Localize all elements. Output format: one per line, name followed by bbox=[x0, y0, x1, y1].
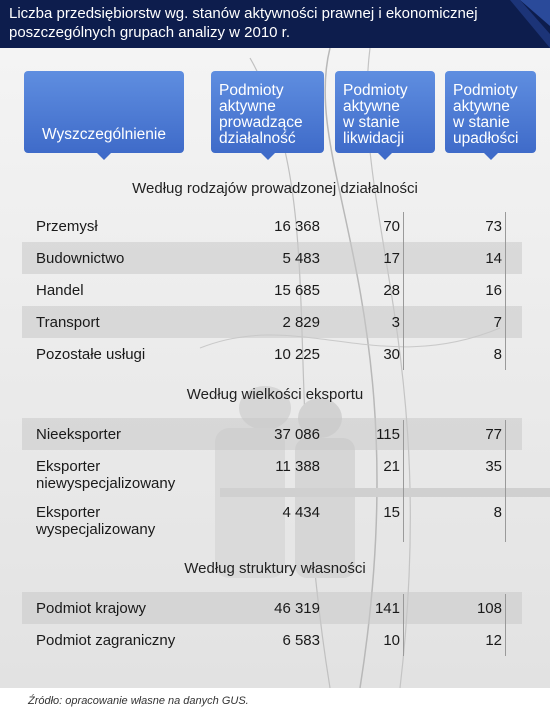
table-row bbox=[22, 450, 522, 496]
header-col-liquidation bbox=[335, 71, 435, 153]
column-divider bbox=[505, 420, 506, 542]
value-liquidation: 30 bbox=[383, 346, 400, 363]
corner-logo-icon bbox=[510, 0, 550, 48]
value-active: 10 225 bbox=[274, 346, 320, 363]
table-row bbox=[22, 338, 522, 370]
table-row bbox=[22, 306, 522, 338]
value-liquidation: 21 bbox=[383, 458, 400, 475]
value-liquidation: 141 bbox=[374, 600, 400, 617]
value-bankruptcy: 7 bbox=[493, 314, 502, 331]
value-bankruptcy: 8 bbox=[493, 504, 502, 521]
header-row-label: Wyszczególnienie bbox=[24, 71, 184, 153]
value-active: 5 483 bbox=[282, 250, 320, 267]
value-bankruptcy: 35 bbox=[485, 458, 502, 475]
value-bankruptcy: 16 bbox=[485, 282, 502, 299]
value-liquidation: 70 bbox=[383, 218, 400, 235]
table-row bbox=[22, 496, 522, 542]
value-bankruptcy: 77 bbox=[485, 426, 502, 443]
value-active: 46 319 bbox=[274, 600, 320, 617]
value-bankruptcy: 12 bbox=[485, 632, 502, 649]
table-row bbox=[22, 418, 522, 450]
value-liquidation: 28 bbox=[383, 282, 400, 299]
value-active: 2 829 bbox=[282, 314, 320, 331]
title-bar bbox=[0, 0, 550, 48]
value-bankruptcy: 8 bbox=[493, 346, 502, 363]
header-col-liquidation-label: Podmioty aktywne w stanie likwidacji bbox=[343, 82, 408, 147]
value-active: 6 583 bbox=[282, 632, 320, 649]
value-liquidation: 115 bbox=[376, 426, 400, 443]
column-divider bbox=[403, 212, 404, 370]
value-active: 15 685 bbox=[274, 282, 320, 299]
table-row bbox=[22, 592, 522, 624]
section-title-ownership: Według struktury własności bbox=[184, 560, 366, 577]
row-name: Eksporter niewyspecjalizowany bbox=[36, 458, 176, 492]
header-col-bankruptcy-label: Podmioty aktywne w stanie upadłości bbox=[453, 82, 519, 147]
value-active: 4 434 bbox=[282, 504, 320, 521]
source-note: Źródło: opracowanie własne na danych GUS. bbox=[28, 695, 249, 707]
row-name: Podmiot krajowy bbox=[36, 600, 147, 617]
column-divider bbox=[505, 594, 506, 656]
value-liquidation: 17 bbox=[383, 250, 400, 267]
value-bankruptcy: 14 bbox=[485, 250, 502, 267]
value-bankruptcy: 73 bbox=[485, 218, 502, 235]
column-divider bbox=[505, 212, 506, 370]
row-name: Handel bbox=[36, 282, 84, 299]
value-liquidation: 3 bbox=[391, 314, 400, 331]
page-title: Liczba przedsiębiorstw wg. stanów aktywności prawnej i ekonomicznej poszczególnych grupach analizy w 2010 r. bbox=[9, 5, 478, 41]
value-bankruptcy: 108 bbox=[476, 600, 502, 617]
header-col-bankruptcy bbox=[445, 71, 536, 153]
value-liquidation: 10 bbox=[383, 632, 400, 649]
header-col-active-label: Podmioty aktywne prowadzące działalność bbox=[219, 82, 303, 147]
table-row bbox=[22, 274, 522, 306]
row-name: Budownictwo bbox=[36, 250, 125, 267]
value-active: 11 388 bbox=[275, 458, 320, 475]
column-divider bbox=[403, 420, 404, 542]
row-name: Przemysł bbox=[36, 218, 98, 235]
row-name: Eksporter wyspecjalizowany bbox=[36, 504, 156, 538]
value-active: 37 086 bbox=[274, 426, 320, 443]
value-liquidation: 15 bbox=[383, 504, 400, 521]
section-title-activity: Według rodzajów prowadzonej działalności bbox=[132, 180, 418, 197]
table-row bbox=[22, 210, 522, 242]
table-row bbox=[22, 624, 522, 656]
row-name: Transport bbox=[36, 314, 100, 331]
section-title-export: Według wielkości eksportu bbox=[186, 386, 364, 403]
header-col-active bbox=[211, 71, 324, 153]
row-name: Pozostałe usługi bbox=[36, 346, 146, 363]
value-active: 16 368 bbox=[274, 218, 320, 235]
table-row bbox=[22, 242, 522, 274]
row-name: Nieeksporter bbox=[36, 426, 122, 443]
row-name: Podmiot zagraniczny bbox=[36, 632, 176, 649]
column-divider bbox=[403, 594, 404, 656]
